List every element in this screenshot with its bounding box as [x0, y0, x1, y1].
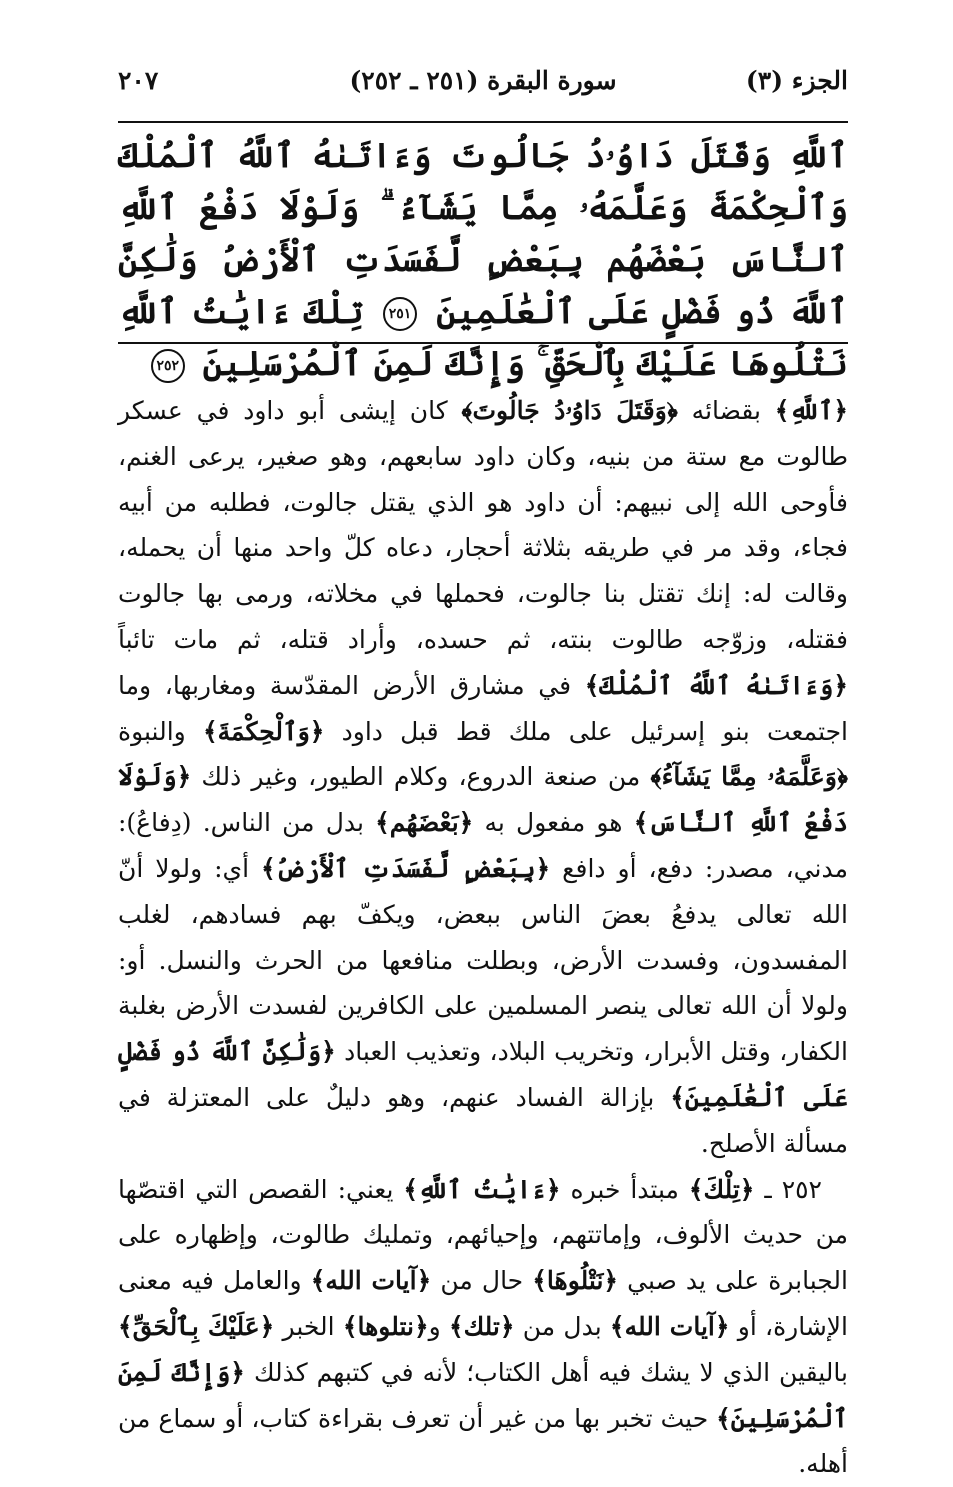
commentary-text: في مشارق الأرض المقدّسة ومغاربها، وما اجتمعت بنو إسرئيل على ملك قط قبل داود [118, 670, 849, 746]
quran-quote: ﴿نتلوها﴾ [342, 1311, 429, 1341]
commentary-text: حيث تخبر بها من غير أن تعرف بقراءة كتاب، أو سماع من أهله. [118, 1403, 848, 1479]
tafsir-commentary [118, 388, 848, 1487]
quran-quote: ﴿نَتْلُوهَا﴾ [532, 1266, 619, 1296]
verse-252-text: تِلْكَ ءَايَٰتُ ٱللَّهِ نَتْلُوهَا عَلَيْكَ بِٱلْحَقِّ ۚ وَإِنَّكَ لَمِنَ ٱلْمُرْسَلِينَ [118, 292, 848, 384]
quran-quote: ﴿وَقَتَلَ دَاوُۥدُ جَالُوتَ﴾ [461, 396, 678, 425]
quran-quote: ﴿وَعَلَّمَهُۥ مِمَّا يَشَآءُ﴾ [650, 762, 848, 792]
verse-251-text: ٱللَّهِ وَقَتَلَ دَاوُۥدُ جَالُوتَ وَءَاتَىٰهُ ٱللَّهُ ٱلْمُلْكَ وَٱلْحِكْمَةَ وَعَلَّمَهُۥ مِمَّا يَشَآءُ ۗ وَلَوْلَا دَفْعُ ٱللَّهِ ٱلنَّاسَ بَعْضَهُم بِبَعْضٍ لَّفَسَدَتِ ٱلْأَرْضُ وَلَٰكِنَّ ٱللَّهَ ذُو فَضْلٍ عَلَى ٱلْعَٰلَمِينَ [118, 136, 848, 332]
commentary-paragraph [118, 388, 848, 1167]
running-header [118, 60, 848, 104]
commentary-text: أي: ولولا أنّ الله تعالى يدفعُ بعضَ الناس ببعض، ويكفّ بهم فسادهم، لغلب المفسدون، وفسدت الأرض، وبطلت منافعها من الحرث والنسل. أو: ولولا أن الله تعالى ينصر المسلمين على الكافرين لفسدت الأرض بغلبة الكفار، وقتل الأبرار، وتخريب البلاد، وتعذيب العباد [118, 853, 848, 1067]
commentary-text: هو مفعول به [473, 808, 634, 838]
juz-label: الجزء (٣) [745, 66, 848, 95]
commentary-text: والنبوة [118, 716, 203, 746]
verse-number-marker: ٢٥٢ [151, 349, 185, 383]
header-rule [118, 121, 848, 123]
quran-quote: ﴿وَلَوْلَا دَفْعُ ٱللَّهِ ٱلنَّاسَ﴾ [118, 762, 848, 838]
quran-quote: ﴿تِلْكَ﴾ [688, 1174, 755, 1204]
commentary-text: من صنعة الدروع، وكلام الطيور، وغير ذلك [191, 762, 651, 792]
commentary-paragraph [118, 1167, 848, 1487]
quran-quote: ﴿ٱللَّهِ﴾ [774, 396, 848, 425]
quran-quote: ﴿بِبَعْضٍ لَّفَسَدَتِ ٱلْأَرْضُ﴾ [261, 853, 551, 883]
surah-title: سورة البقرة (٢٥١ ـ ٢٥٢) [349, 66, 617, 95]
quran-quote: ﴿تلك﴾ [448, 1311, 515, 1341]
verses-rule [118, 342, 848, 344]
commentary-text: و [428, 1311, 449, 1341]
verse-number-marker: ٢٥١ [383, 297, 417, 331]
commentary-text: يعني: القصص التي اقتصّها من حديث الألوف، وإماتتهم، وإحيائهم، وتمليك طالوت، وإظهاره على الجبابرة على يد صبي [118, 1174, 848, 1296]
page-number: ٢٠٧ [118, 66, 159, 95]
commentary-text: والعامل فيه معنى الإشارة، أو [118, 1266, 849, 1341]
quran-quote: ﴿وَٱلْحِكْمَةَ﴾ [202, 716, 325, 746]
commentary-text: بدل من الناس. (دِفاعُ): مدني، مصدر: دفع، أو دافع [118, 808, 848, 883]
commentary-text: كان إيشى أبو داود في عسكر طالوت مع ستة من بنيه، وكان داود سابعهم، وهو صغير، يرعى الغنم، فأوحى الله إلى نبيهم: أن داود هو الذي يقتل جالوت، فطلبه من أبيه فجاء، وقد مر في طريقه بثلاثة أحجار، دعاه كلّ واحد منها أن يحمله، وقالت له: إنك تقتل بنا جالوت، فحملها في مخلاته، ورمى بها جالوت فقتله، وزوّجه طالوت بنته، ثم حسده، وأراد قتله، ثم مات تائباً [118, 396, 848, 654]
commentary-text: باليقين الذي لا يشك فيه أهل الكتاب؛ لأنه في كتبهم كذلك [244, 1357, 848, 1387]
quran-quote: ﴿آيات الله﴾ [310, 1266, 432, 1296]
commentary-text: ٢٥٢ ـ [754, 1174, 822, 1204]
quran-quote: ﴿وَلَٰكِنَّ ٱللَّهَ ذُو فَضْلٍ عَلَى ٱلْعَٰلَمِينَ﴾ [118, 1037, 848, 1112]
commentary-text: بدل من [514, 1311, 610, 1341]
quran-quote: ﴿وَءَاتَىٰهُ ٱللَّهُ ٱلْمُلْكَ﴾ [584, 670, 848, 700]
commentary-text: حال من [431, 1266, 533, 1296]
quran-verses [118, 130, 848, 390]
commentary-text: مبتدأ خبره [560, 1174, 689, 1204]
commentary-text: بقضائه [677, 396, 775, 425]
quran-quote: ﴿ءَايَٰتُ ٱللَّهِ﴾ [403, 1174, 561, 1204]
quran-quote: ﴿بَعْضَهُم﴾ [375, 808, 474, 838]
commentary-text: بإزالة الفساد عنهم، وهو دليلٌ على المعتزلة في مسألة الأصلح. [118, 1082, 848, 1158]
quran-quote: ﴿آيات الله﴾ [609, 1311, 730, 1341]
quran-quote: ﴿وَإِنَّكَ لَمِنَ ٱلْمُرْسَلِينَ﴾ [118, 1357, 848, 1433]
commentary-text: الخبر [274, 1311, 343, 1341]
quran-quote: ﴿عَلَيْكَ بِٱلْحَقِّ﴾ [118, 1311, 275, 1341]
